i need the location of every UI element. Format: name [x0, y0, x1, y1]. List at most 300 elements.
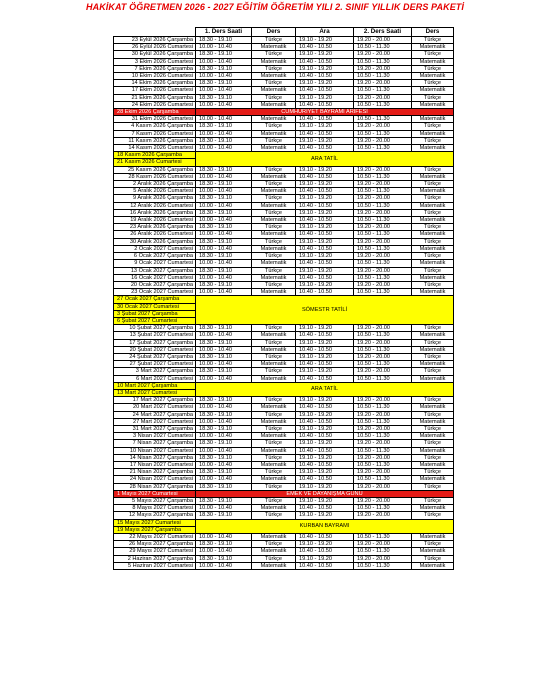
second-lesson-subject: Matematik: [412, 562, 454, 569]
table-row: [114, 137, 454, 144]
second-lesson-subject: Türkçe: [412, 454, 454, 461]
first-lesson-time: 10.00 - 10.40: [196, 505, 252, 512]
break-time: 10.40 - 10.50: [296, 289, 354, 296]
row-date: 10 Nisan 2027 Cumartesi: [114, 447, 196, 454]
break-time: 10.40 - 10.50: [296, 505, 354, 512]
second-lesson-subject: Matematik: [412, 534, 454, 541]
first-lesson-subject: Matematik: [252, 433, 296, 440]
first-lesson-subject: Matematik: [252, 534, 296, 541]
second-lesson-subject: Türkçe: [412, 440, 454, 447]
second-lesson-time: 19.20 - 20.00: [354, 65, 412, 72]
first-lesson-subject: Türkçe: [252, 238, 296, 245]
first-lesson-time: 18.30 - 19.10: [196, 166, 252, 173]
first-lesson-subject: Matematik: [252, 274, 296, 281]
header-row: [114, 28, 454, 37]
second-lesson-subject: Matematik: [412, 202, 454, 209]
table-row: [114, 469, 454, 476]
break-time: 10.40 - 10.50: [296, 461, 354, 468]
schedule-table: [113, 27, 454, 570]
table-row: [114, 325, 454, 332]
first-lesson-subject: Matematik: [252, 101, 296, 108]
row-date: 22 Mayıs 2027 Cumartesi: [114, 534, 196, 541]
second-lesson-subject: Matematik: [412, 447, 454, 454]
table-row: [114, 231, 454, 238]
break-time: 10.40 - 10.50: [296, 534, 354, 541]
row-date: 25 Kasım 2026 Çarşamba: [114, 166, 196, 173]
second-lesson-time: 19.20 - 20.00: [354, 209, 412, 216]
break-time: 10.40 - 10.50: [296, 562, 354, 569]
break-time: 19.10 - 19.20: [296, 555, 354, 562]
second-lesson-time: 10.50 - 11.30: [354, 375, 412, 382]
first-lesson-time: 18.30 - 19.10: [196, 555, 252, 562]
row-date: 14 Ekim 2026 Çarşamba: [114, 80, 196, 87]
row-date: 8 Mayıs 2027 Cumartesi: [114, 505, 196, 512]
row-date: 27 Mart 2027 Cumartesi: [114, 418, 196, 425]
row-date: 24 Ekim 2026 Cumartesi: [114, 101, 196, 108]
second-lesson-time: 10.50 - 11.30: [354, 346, 412, 353]
row-date: 2 Ocak 2027 Cumartesi: [114, 245, 196, 252]
table-row: [114, 65, 454, 72]
first-lesson-time: 10.00 - 10.40: [196, 375, 252, 382]
table-row: [114, 534, 454, 541]
row-date: 21 Kasım 2026 Cumartesi: [114, 159, 196, 166]
holiday-row: [114, 382, 454, 389]
break-time: 19.10 - 19.20: [296, 339, 354, 346]
row-date: 14 Kasım 2026 Cumartesi: [114, 145, 196, 152]
first-lesson-time: 10.00 - 10.40: [196, 44, 252, 51]
holiday-row: [114, 490, 454, 497]
break-time: 10.40 - 10.50: [296, 274, 354, 281]
first-lesson-subject: Türkçe: [252, 454, 296, 461]
holiday-label: EMEK VE DAYANIŞMA GÜNÜ: [196, 490, 454, 497]
first-lesson-subject: Matematik: [252, 130, 296, 137]
row-date: 12 Aralık 2026 Cumartesi: [114, 202, 196, 209]
first-lesson-time: 18.30 - 19.10: [196, 325, 252, 332]
first-lesson-time: 10.00 - 10.40: [196, 130, 252, 137]
break-time: 19.10 - 19.20: [296, 253, 354, 260]
second-lesson-time: 10.50 - 11.30: [354, 58, 412, 65]
table-row: [114, 87, 454, 94]
table-row: [114, 281, 454, 288]
row-date: 29 Mayıs 2027 Cumartesi: [114, 548, 196, 555]
first-lesson-time: 10.00 - 10.40: [196, 418, 252, 425]
second-lesson-subject: Türkçe: [412, 425, 454, 432]
second-lesson-subject: Türkçe: [412, 181, 454, 188]
first-lesson-time: 10.00 - 10.40: [196, 476, 252, 483]
second-lesson-time: 19.20 - 20.00: [354, 498, 412, 505]
first-lesson-subject: Matematik: [252, 461, 296, 468]
row-date: 1 Mayıs 2027 Cumartesi: [114, 490, 196, 497]
table-row: [114, 461, 454, 468]
second-lesson-subject: Matematik: [412, 274, 454, 281]
row-date: 27 Ocak 2027 Çarşamba: [114, 296, 196, 303]
row-date: 3 Ekim 2026 Cumartesi: [114, 58, 196, 65]
second-lesson-time: 10.50 - 11.30: [354, 145, 412, 152]
first-lesson-time: 10.00 - 10.40: [196, 562, 252, 569]
table-row: [114, 562, 454, 569]
second-lesson-time: 19.20 - 20.00: [354, 181, 412, 188]
row-date: 5 Aralık 2026 Cumartesi: [114, 188, 196, 195]
second-lesson-subject: Türkçe: [412, 397, 454, 404]
break-time: 10.40 - 10.50: [296, 130, 354, 137]
first-lesson-subject: Matematik: [252, 231, 296, 238]
first-lesson-subject: Türkçe: [252, 425, 296, 432]
break-time: 19.10 - 19.20: [296, 94, 354, 101]
table-row: [114, 123, 454, 130]
table-row: [114, 440, 454, 447]
first-lesson-time: 18.30 - 19.10: [196, 454, 252, 461]
second-lesson-time: 10.50 - 11.30: [354, 245, 412, 252]
holiday-label: SÖMESTR TATİLİ: [196, 296, 454, 325]
break-time: 19.10 - 19.20: [296, 267, 354, 274]
first-lesson-subject: Matematik: [252, 404, 296, 411]
schedule-body: [114, 37, 454, 570]
second-lesson-subject: Matematik: [412, 332, 454, 339]
first-lesson-time: 18.30 - 19.10: [196, 440, 252, 447]
row-date: 31 Ekim 2026 Cumartesi: [114, 116, 196, 123]
break-time: 19.10 - 19.20: [296, 137, 354, 144]
table-row: [114, 58, 454, 65]
row-date: 13 Mart 2027 Cumartesi: [114, 389, 196, 396]
second-lesson-time: 19.20 - 20.00: [354, 51, 412, 58]
row-date: 3 Nisan 2027 Cumartesi: [114, 433, 196, 440]
break-time: 19.10 - 19.20: [296, 238, 354, 245]
first-lesson-time: 18.30 - 19.10: [196, 498, 252, 505]
second-lesson-time: 19.20 - 20.00: [354, 253, 412, 260]
table-row: [114, 44, 454, 51]
first-lesson-time: 10.00 - 10.40: [196, 73, 252, 80]
first-lesson-subject: Türkçe: [252, 267, 296, 274]
table-row: [114, 346, 454, 353]
second-lesson-time: 10.50 - 11.30: [354, 447, 412, 454]
first-lesson-subject: Türkçe: [252, 325, 296, 332]
second-lesson-time: 19.20 - 20.00: [354, 483, 412, 490]
row-date: 9 Ocak 2027 Cumartesi: [114, 260, 196, 267]
first-lesson-time: 18.30 - 19.10: [196, 368, 252, 375]
break-time: 10.40 - 10.50: [296, 217, 354, 224]
row-date: 11 Kasım 2026 Çarşamba: [114, 137, 196, 144]
second-lesson-time: 19.20 - 20.00: [354, 397, 412, 404]
row-date: 3 Şubat 2027 Çarşamba: [114, 310, 196, 317]
table-row: [114, 548, 454, 555]
table-row: [114, 267, 454, 274]
break-time: 10.40 - 10.50: [296, 476, 354, 483]
first-lesson-subject: Türkçe: [252, 440, 296, 447]
row-date: 28 Kasım 2026 Cumartesi: [114, 173, 196, 180]
first-lesson-subject: Türkçe: [252, 166, 296, 173]
table-row: [114, 217, 454, 224]
first-lesson-time: 18.30 - 19.10: [196, 238, 252, 245]
table-row: [114, 411, 454, 418]
second-lesson-subject: Türkçe: [412, 51, 454, 58]
break-time: 10.40 - 10.50: [296, 332, 354, 339]
break-time: 19.10 - 19.20: [296, 37, 354, 44]
break-time: 10.40 - 10.50: [296, 346, 354, 353]
first-lesson-time: 18.30 - 19.10: [196, 80, 252, 87]
break-time: 19.10 - 19.20: [296, 353, 354, 360]
first-lesson-time: 10.00 - 10.40: [196, 548, 252, 555]
table-row: [114, 498, 454, 505]
table-row: [114, 51, 454, 58]
second-lesson-subject: Matematik: [412, 404, 454, 411]
first-lesson-time: 10.00 - 10.40: [196, 202, 252, 209]
row-date: 19 Aralık 2026 Cumartesi: [114, 217, 196, 224]
holiday-label: ARA TATİL: [196, 152, 454, 166]
second-lesson-time: 19.20 - 20.00: [354, 541, 412, 548]
second-lesson-time: 10.50 - 11.30: [354, 130, 412, 137]
break-time: 10.40 - 10.50: [296, 447, 354, 454]
table-row: [114, 483, 454, 490]
table-row: [114, 37, 454, 44]
holiday-label: CUMHURİYET BAYRAMI ARİFESİ: [196, 109, 454, 116]
table-row: [114, 145, 454, 152]
row-date: 30 Eylül 2026 Çarşamba: [114, 51, 196, 58]
row-date: 24 Nisan 2027 Cumartesi: [114, 476, 196, 483]
break-time: 10.40 - 10.50: [296, 202, 354, 209]
table-row: [114, 454, 454, 461]
first-lesson-subject: Türkçe: [252, 339, 296, 346]
break-time: 10.40 - 10.50: [296, 245, 354, 252]
second-lesson-time: 19.20 - 20.00: [354, 368, 412, 375]
break-time: 19.10 - 19.20: [296, 281, 354, 288]
second-lesson-time: 10.50 - 11.30: [354, 202, 412, 209]
row-date: 23 Eylül 2026 Çarşamba: [114, 37, 196, 44]
table-row: [114, 245, 454, 252]
row-date: 31 Mart 2027 Çarşamba: [114, 425, 196, 432]
holiday-label: ARA TATİL: [196, 382, 454, 396]
break-time: 10.40 - 10.50: [296, 548, 354, 555]
first-lesson-time: 10.00 - 10.40: [196, 461, 252, 468]
row-date: 6 Mart 2027 Cumartesi: [114, 375, 196, 382]
break-time: 10.40 - 10.50: [296, 188, 354, 195]
second-lesson-subject: Matematik: [412, 173, 454, 180]
first-lesson-subject: Matematik: [252, 418, 296, 425]
break-time: 10.40 - 10.50: [296, 375, 354, 382]
first-lesson-time: 18.30 - 19.10: [196, 65, 252, 72]
page-title: HAKİKAT ÖĞRETMEN 2026 - 2027 EĞİTİM ÖĞRETİM YILI 2. SINIF YILLIK DERS PAKETİ: [86, 2, 464, 12]
row-date: 28 Ekim 2026 Çarşamba: [114, 109, 196, 116]
row-date: 10 Mart 2027 Çarşamba: [114, 382, 196, 389]
first-lesson-time: 10.00 - 10.40: [196, 404, 252, 411]
row-date: 2 Aralık 2026 Çarşamba: [114, 181, 196, 188]
first-lesson-subject: Türkçe: [252, 411, 296, 418]
first-lesson-subject: Matematik: [252, 548, 296, 555]
first-lesson-time: 10.00 - 10.40: [196, 361, 252, 368]
first-lesson-subject: Matematik: [252, 87, 296, 94]
first-lesson-subject: Matematik: [252, 332, 296, 339]
second-lesson-time: 19.20 - 20.00: [354, 454, 412, 461]
break-time: 10.40 - 10.50: [296, 361, 354, 368]
table-row: [114, 404, 454, 411]
first-lesson-time: 18.30 - 19.10: [196, 411, 252, 418]
first-lesson-time: 18.30 - 19.10: [196, 137, 252, 144]
break-time: 10.40 - 10.50: [296, 44, 354, 51]
break-time: 19.10 - 19.20: [296, 469, 354, 476]
break-time: 19.10 - 19.20: [296, 411, 354, 418]
first-lesson-subject: Türkçe: [252, 353, 296, 360]
row-date: 26 Mayıs 2027 Çarşamba: [114, 541, 196, 548]
second-lesson-subject: Matematik: [412, 505, 454, 512]
break-time: 19.10 - 19.20: [296, 195, 354, 202]
row-date: 6 Şubat 2027 Cumartesi: [114, 317, 196, 324]
table-row: [114, 101, 454, 108]
second-lesson-subject: Matematik: [412, 361, 454, 368]
first-lesson-subject: Matematik: [252, 289, 296, 296]
first-lesson-time: 10.00 - 10.40: [196, 145, 252, 152]
second-lesson-time: 19.20 - 20.00: [354, 353, 412, 360]
row-date: 24 Şubat 2027 Çarşamba: [114, 353, 196, 360]
first-lesson-subject: Türkçe: [252, 368, 296, 375]
break-time: 10.40 - 10.50: [296, 87, 354, 94]
first-lesson-subject: Türkçe: [252, 498, 296, 505]
second-lesson-subject: Matematik: [412, 433, 454, 440]
table-row: [114, 541, 454, 548]
first-lesson-time: 10.00 - 10.40: [196, 101, 252, 108]
row-date: 20 Ocak 2027 Çarşamba: [114, 281, 196, 288]
second-lesson-time: 10.50 - 11.30: [354, 116, 412, 123]
first-lesson-subject: Matematik: [252, 447, 296, 454]
second-lesson-time: 10.50 - 11.30: [354, 173, 412, 180]
break-time: 10.40 - 10.50: [296, 404, 354, 411]
row-date: 19 Mayıs 2027 Çarşamba: [114, 526, 196, 533]
first-lesson-time: 18.30 - 19.10: [196, 195, 252, 202]
first-lesson-time: 10.00 - 10.40: [196, 346, 252, 353]
second-lesson-subject: Türkçe: [412, 238, 454, 245]
table-row: [114, 418, 454, 425]
second-lesson-subject: Matematik: [412, 346, 454, 353]
table-row: [114, 73, 454, 80]
header-break: Ara: [296, 28, 354, 37]
first-lesson-subject: Türkçe: [252, 37, 296, 44]
table-row: [114, 173, 454, 180]
second-lesson-time: 10.50 - 11.30: [354, 73, 412, 80]
second-lesson-subject: Türkçe: [412, 281, 454, 288]
second-lesson-subject: Türkçe: [412, 411, 454, 418]
header-blank: [114, 28, 196, 37]
table-row: [114, 80, 454, 87]
second-lesson-subject: Türkçe: [412, 253, 454, 260]
row-date: 16 Ocak 2027 Cumartesi: [114, 274, 196, 281]
second-lesson-time: 19.20 - 20.00: [354, 440, 412, 447]
break-time: 19.10 - 19.20: [296, 65, 354, 72]
first-lesson-time: 18.30 - 19.10: [196, 37, 252, 44]
second-lesson-time: 19.20 - 20.00: [354, 281, 412, 288]
holiday-row: [114, 519, 454, 526]
break-time: 10.40 - 10.50: [296, 260, 354, 267]
first-lesson-subject: Türkçe: [252, 483, 296, 490]
second-lesson-subject: Türkçe: [412, 224, 454, 231]
second-lesson-time: 10.50 - 11.30: [354, 418, 412, 425]
table-row: [114, 238, 454, 245]
second-lesson-time: 10.50 - 11.30: [354, 188, 412, 195]
row-date: 20 Şubat 2027 Cumartesi: [114, 346, 196, 353]
first-lesson-subject: Türkçe: [252, 541, 296, 548]
table-row: [114, 433, 454, 440]
row-date: 2 Haziran 2027 Çarşamba: [114, 555, 196, 562]
first-lesson-time: 10.00 - 10.40: [196, 260, 252, 267]
first-lesson-time: 10.00 - 10.40: [196, 433, 252, 440]
second-lesson-subject: Türkçe: [412, 353, 454, 360]
first-lesson-subject: Matematik: [252, 116, 296, 123]
break-time: 19.10 - 19.20: [296, 325, 354, 332]
second-lesson-time: 19.20 - 20.00: [354, 425, 412, 432]
second-lesson-subject: Matematik: [412, 245, 454, 252]
second-lesson-subject: Türkçe: [412, 339, 454, 346]
first-lesson-subject: Matematik: [252, 145, 296, 152]
row-date: 17 Mart 2027 Çarşamba: [114, 397, 196, 404]
row-date: 5 Mayıs 2027 Çarşamba: [114, 498, 196, 505]
second-lesson-subject: Matematik: [412, 44, 454, 51]
second-lesson-subject: Türkçe: [412, 483, 454, 490]
second-lesson-time: 10.50 - 11.30: [354, 44, 412, 51]
first-lesson-subject: Matematik: [252, 202, 296, 209]
second-lesson-subject: Matematik: [412, 461, 454, 468]
second-lesson-time: 10.50 - 11.30: [354, 87, 412, 94]
table-row: [114, 375, 454, 382]
break-time: 19.10 - 19.20: [296, 454, 354, 461]
first-lesson-subject: Türkçe: [252, 65, 296, 72]
second-lesson-subject: Türkçe: [412, 469, 454, 476]
first-lesson-subject: Türkçe: [252, 253, 296, 260]
holiday-row: [114, 296, 454, 303]
row-date: 30 Ocak 2027 Cumartesi: [114, 303, 196, 310]
first-lesson-time: 10.00 - 10.40: [196, 231, 252, 238]
break-time: 19.10 - 19.20: [296, 440, 354, 447]
table-row: [114, 555, 454, 562]
header-lesson-2: Ders: [412, 28, 454, 37]
break-time: 19.10 - 19.20: [296, 166, 354, 173]
first-lesson-subject: Matematik: [252, 361, 296, 368]
table-row: [114, 116, 454, 123]
first-lesson-subject: Türkçe: [252, 137, 296, 144]
first-lesson-time: 10.00 - 10.40: [196, 58, 252, 65]
second-lesson-time: 19.20 - 20.00: [354, 512, 412, 519]
first-lesson-time: 10.00 - 10.40: [196, 447, 252, 454]
row-date: 7 Ekim 2026 Çarşamba: [114, 65, 196, 72]
first-lesson-time: 18.30 - 19.10: [196, 469, 252, 476]
table-row: [114, 447, 454, 454]
first-lesson-subject: Matematik: [252, 346, 296, 353]
row-date: 17 Şubat 2027 Çarşamba: [114, 339, 196, 346]
second-lesson-time: 19.20 - 20.00: [354, 37, 412, 44]
table-row: [114, 397, 454, 404]
row-date: 23 Aralık 2026 Çarşamba: [114, 224, 196, 231]
second-lesson-time: 10.50 - 11.30: [354, 332, 412, 339]
first-lesson-time: 18.30 - 19.10: [196, 224, 252, 231]
second-lesson-subject: Türkçe: [412, 166, 454, 173]
row-date: 23 Ocak 2027 Cumartesi: [114, 289, 196, 296]
table-row: [114, 209, 454, 216]
break-time: 10.40 - 10.50: [296, 418, 354, 425]
row-date: 13 Şubat 2027 Cumartesi: [114, 332, 196, 339]
second-lesson-subject: Türkçe: [412, 555, 454, 562]
second-lesson-subject: Türkçe: [412, 123, 454, 130]
table-row: [114, 476, 454, 483]
second-lesson-time: 19.20 - 20.00: [354, 224, 412, 231]
break-time: 19.10 - 19.20: [296, 80, 354, 87]
break-time: 10.40 - 10.50: [296, 145, 354, 152]
second-lesson-subject: Türkçe: [412, 209, 454, 216]
second-lesson-time: 10.50 - 11.30: [354, 461, 412, 468]
break-time: 19.10 - 19.20: [296, 368, 354, 375]
second-lesson-subject: Matematik: [412, 375, 454, 382]
break-time: 19.10 - 19.20: [296, 181, 354, 188]
holiday-row: [114, 109, 454, 116]
table-row: [114, 332, 454, 339]
row-date: 12 Mayıs 2027 Çarşamba: [114, 512, 196, 519]
table-row: [114, 94, 454, 101]
first-lesson-subject: Türkçe: [252, 555, 296, 562]
